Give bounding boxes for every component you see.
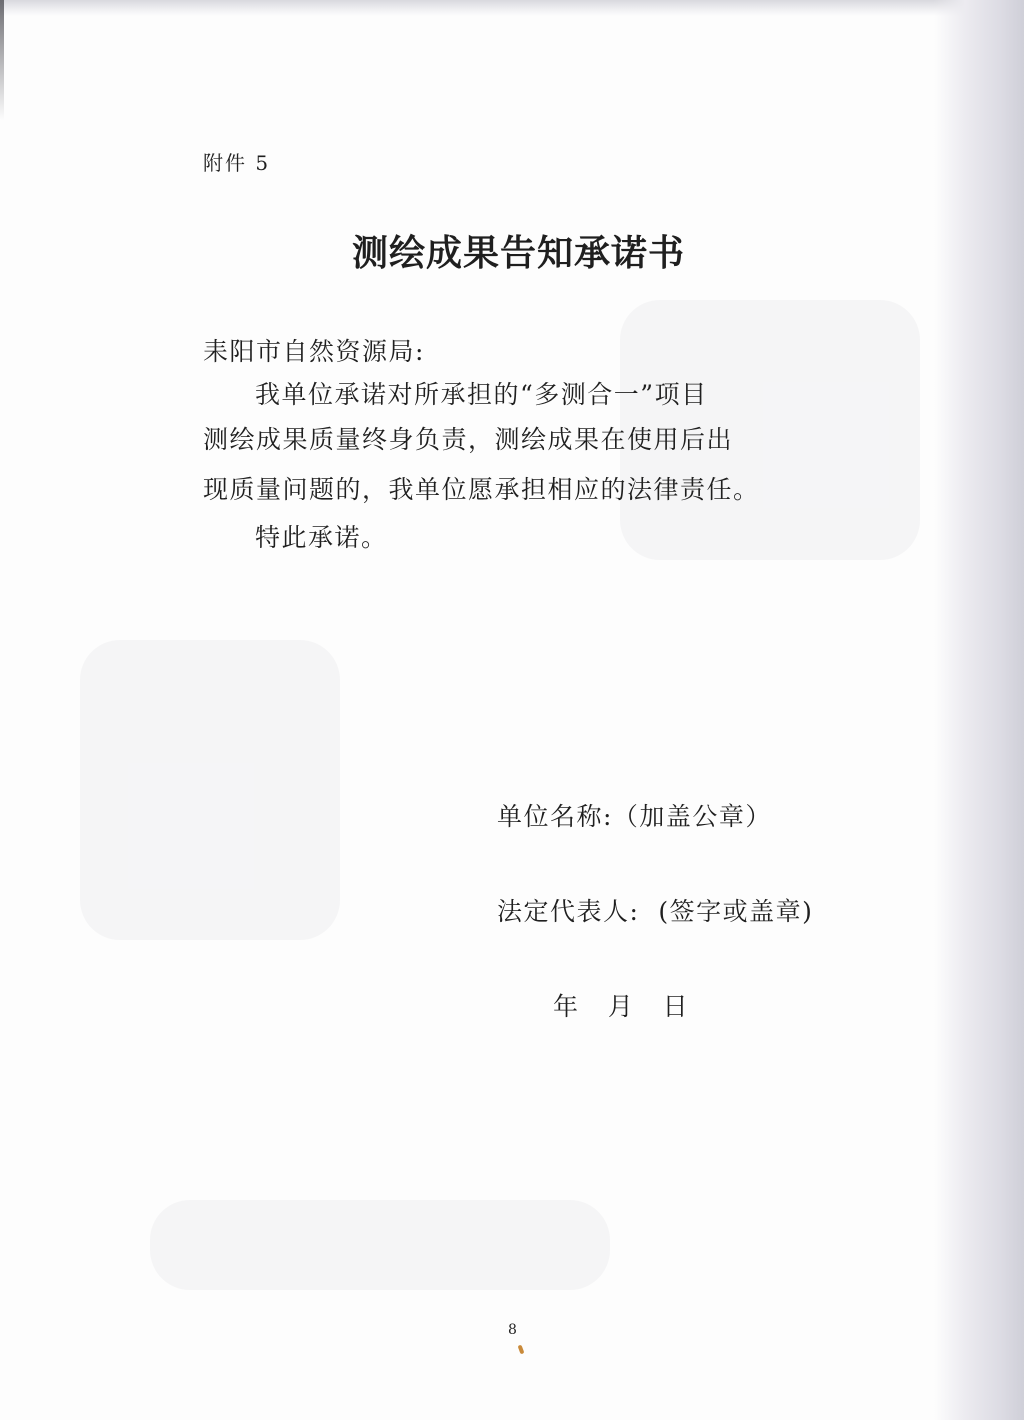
attachment-label: 附件 5: [203, 151, 271, 175]
scan-right-shadow: [934, 0, 1024, 1420]
signature-date: 年 月 日: [553, 992, 690, 1021]
body-line: 现质量问题的，我单位愿承担相应的法律责任。: [203, 475, 760, 504]
body-line: 测绘成果质量终身负责，测绘成果在使用后出: [203, 425, 734, 454]
body-line: 我单位承诺对所承担的“多测合一”项目: [255, 380, 708, 409]
closing-line: 特此承诺。: [255, 523, 388, 552]
show-through-smudge: [150, 1200, 610, 1290]
scan-top-edge: [0, 0, 1024, 16]
recipient-line: 耒阳市自然资源局:: [203, 337, 425, 366]
signature-legal-representative: 法定代表人: (签字或盖章): [497, 897, 814, 926]
page-number: 8: [508, 1322, 517, 1338]
show-through-smudge: [80, 640, 340, 940]
scan-left-edge: [0, 0, 4, 120]
document-title: 测绘成果告知承诺书: [352, 232, 686, 274]
signature-unit-name: 单位名称:（加盖公章）: [497, 802, 772, 831]
ink-speck: [518, 1345, 525, 1355]
